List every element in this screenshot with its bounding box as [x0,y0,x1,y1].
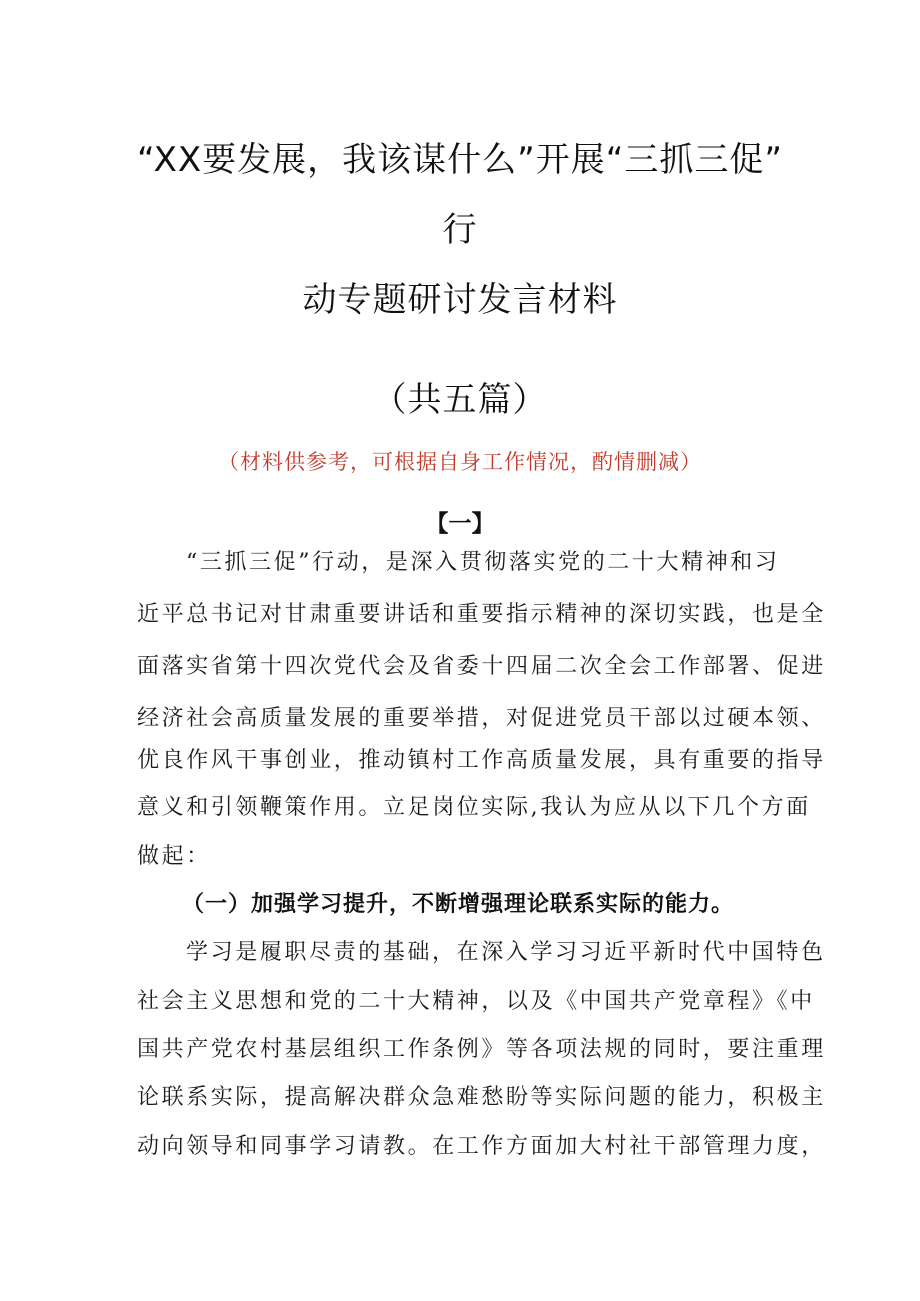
document-title-line-2: 行 [442,210,478,250]
document-title-line-1: “XX要发展，我该谋什么”开展“三抓三促” [136,140,784,180]
section-heading: （一）加强学习提升，不断增强理论联系实际的能力。 [182,892,735,917]
paragraph-line: 近平总书记对甘肃重要讲话和重要指示精神的深切实践，也是全 [137,602,826,627]
paragraph-line: 经济社会高质量发展的重要举措，对促进党员干部以过硬本领、 [137,706,826,731]
paragraph-line: 做起： [137,844,211,869]
document-part-count: （共五篇） [372,380,548,420]
paragraph-line: 优良作风干事创业，推动镇村工作高质量发展，具有重要的指导 [137,748,826,773]
paragraph-line: 国共产党农村基层组织工作条例》等各项法规的同时，要注重理 [137,1037,826,1062]
paragraph-line: 论联系实际，提高解决群众急难愁盼等实际问题的能力，积极主 [137,1085,826,1110]
paragraph-line: 面落实省第十四次党代会及省委十四届二次全会工作部署、促进 [137,654,826,679]
reference-note: （材料供参考，可根据自身工作情况，酌情删减） [218,450,702,474]
paragraph-line: 动向领导和同事学习请教。在工作方面加大村社干部管理力度， [137,1134,826,1159]
section-marker: 【一】 [425,511,495,537]
paragraph-line: 学习是履职尽责的基础，在深入学习习近平新时代中国特色 [186,940,826,965]
paragraph-line: 意义和引领鞭策作用。立足岗位实际,我认为应从以下几个方面 [137,795,811,820]
paragraph-line: “三抓三促”行动，是深入贯彻落实党的二十大精神和习 [186,550,780,575]
document-title-line-3: 动专题研讨发言材料 [302,280,618,320]
paragraph-line: 社会主义思想和党的二十大精神，以及《中国共产党章程》《中 [137,989,815,1014]
